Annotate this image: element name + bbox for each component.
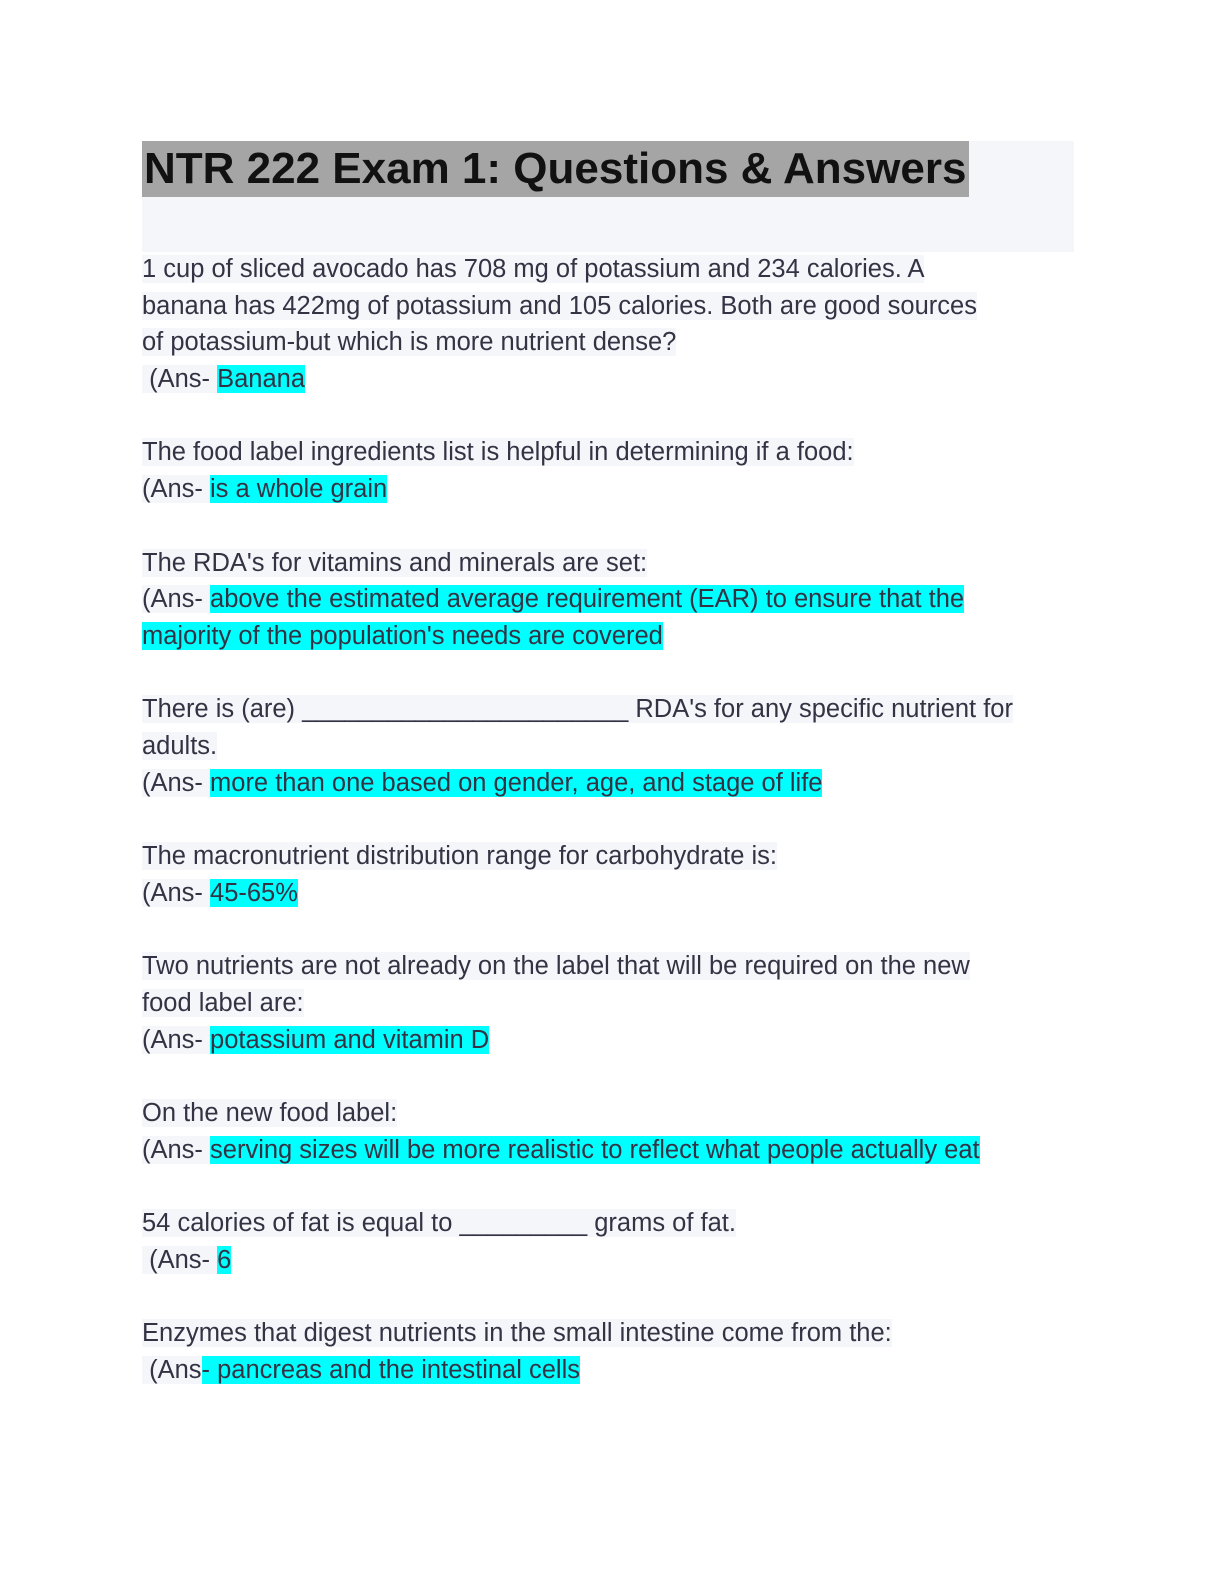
question-line xyxy=(142,691,1082,728)
qa-item xyxy=(142,838,1082,911)
question-text: adults. xyxy=(142,731,218,760)
question-line xyxy=(142,1205,1082,1242)
qa-item xyxy=(142,251,1082,397)
document-title: NTR 222 Exam 1: Questions & Answers xyxy=(142,141,969,197)
answer-line xyxy=(142,471,1082,508)
question-text: 1 cup of sliced avocado has 708 mg of potassium and 234 calories. A xyxy=(142,255,925,283)
qa-item xyxy=(142,434,1082,507)
question-line xyxy=(142,288,1082,325)
answer-line xyxy=(142,1132,1082,1169)
question-text: The food label ingredients list is helpful in determining if a food: xyxy=(142,438,854,467)
question-text: banana has 422mg of potassium and 105 calories. Both are good sources xyxy=(142,291,977,320)
question-line xyxy=(142,545,1082,582)
question-line xyxy=(142,985,1082,1022)
question-text: Two nutrients are not already on the label that will be required on the new xyxy=(142,952,970,981)
answer-prefix: (Ans- xyxy=(142,1135,211,1164)
answer-prefix: (Ans- xyxy=(142,364,218,393)
answer-highlight: Banana xyxy=(217,364,306,393)
question-line xyxy=(142,434,1082,471)
answer-highlight: more than one based on gender, age, and stage of life xyxy=(210,768,823,797)
question-text: of potassium-but which is more nutrient dense? xyxy=(142,328,677,357)
question-line xyxy=(142,1315,1082,1352)
answer-line xyxy=(142,875,1082,912)
answer-line xyxy=(142,1352,1082,1389)
answer-line xyxy=(142,581,1082,618)
question-line xyxy=(142,251,1082,288)
answer-prefix: (Ans- xyxy=(142,1245,218,1274)
answer-prefix: (Ans- xyxy=(142,878,211,907)
question-text: On the new food label: xyxy=(142,1099,398,1128)
answer-highlight: majority of the population's needs are covered xyxy=(142,621,663,650)
answer-prefix: (Ans- xyxy=(142,768,211,797)
qa-item xyxy=(142,1095,1082,1168)
answer-line xyxy=(142,1022,1082,1059)
answer-highlight: serving sizes will be more realistic to reflect what people actually eat xyxy=(210,1135,980,1164)
question-line xyxy=(142,838,1082,875)
question-line xyxy=(142,728,1082,765)
question-text: The RDA's for vitamins and minerals are set: xyxy=(142,548,648,577)
question-text: Enzymes that digest nutrients in the small intestine come from the: xyxy=(142,1319,892,1348)
answer-line xyxy=(142,618,1082,655)
qa-item xyxy=(142,1205,1082,1278)
qa-item xyxy=(142,691,1082,801)
question-line xyxy=(142,1095,1082,1132)
qa-list xyxy=(142,251,1082,1426)
answer-prefix: (Ans xyxy=(142,1356,202,1385)
question-text: 54 calories of fat is equal to _________ grams of fat. xyxy=(142,1209,736,1238)
qa-item xyxy=(142,545,1082,655)
answer-highlight: above the estimated average requirement (EAR) to ensure that the xyxy=(210,585,965,614)
answer-highlight: potassium and vitamin D xyxy=(210,1025,490,1054)
answer-highlight: - pancreas and the intestinal cells xyxy=(201,1356,580,1385)
answer-prefix: (Ans- xyxy=(142,1025,211,1054)
question-text: There is (are) _______________________ RDA's for any specific nutrient for xyxy=(142,695,1013,724)
answer-line xyxy=(142,765,1082,802)
question-line xyxy=(142,948,1082,985)
answer-highlight: 6 xyxy=(217,1245,232,1274)
question-text: The macronutrient distribution range for carbohydrate is: xyxy=(142,842,777,871)
answer-line xyxy=(142,1242,1082,1279)
question-text: food label are: xyxy=(142,988,304,1017)
question-line xyxy=(142,324,1082,361)
answer-prefix: (Ans- xyxy=(142,474,211,503)
answer-line xyxy=(142,361,1082,398)
answer-highlight: 45-65% xyxy=(210,878,298,907)
qa-item xyxy=(142,1315,1082,1388)
qa-item xyxy=(142,948,1082,1058)
answer-prefix: (Ans- xyxy=(142,585,211,614)
answer-highlight: is a whole grain xyxy=(210,474,388,503)
